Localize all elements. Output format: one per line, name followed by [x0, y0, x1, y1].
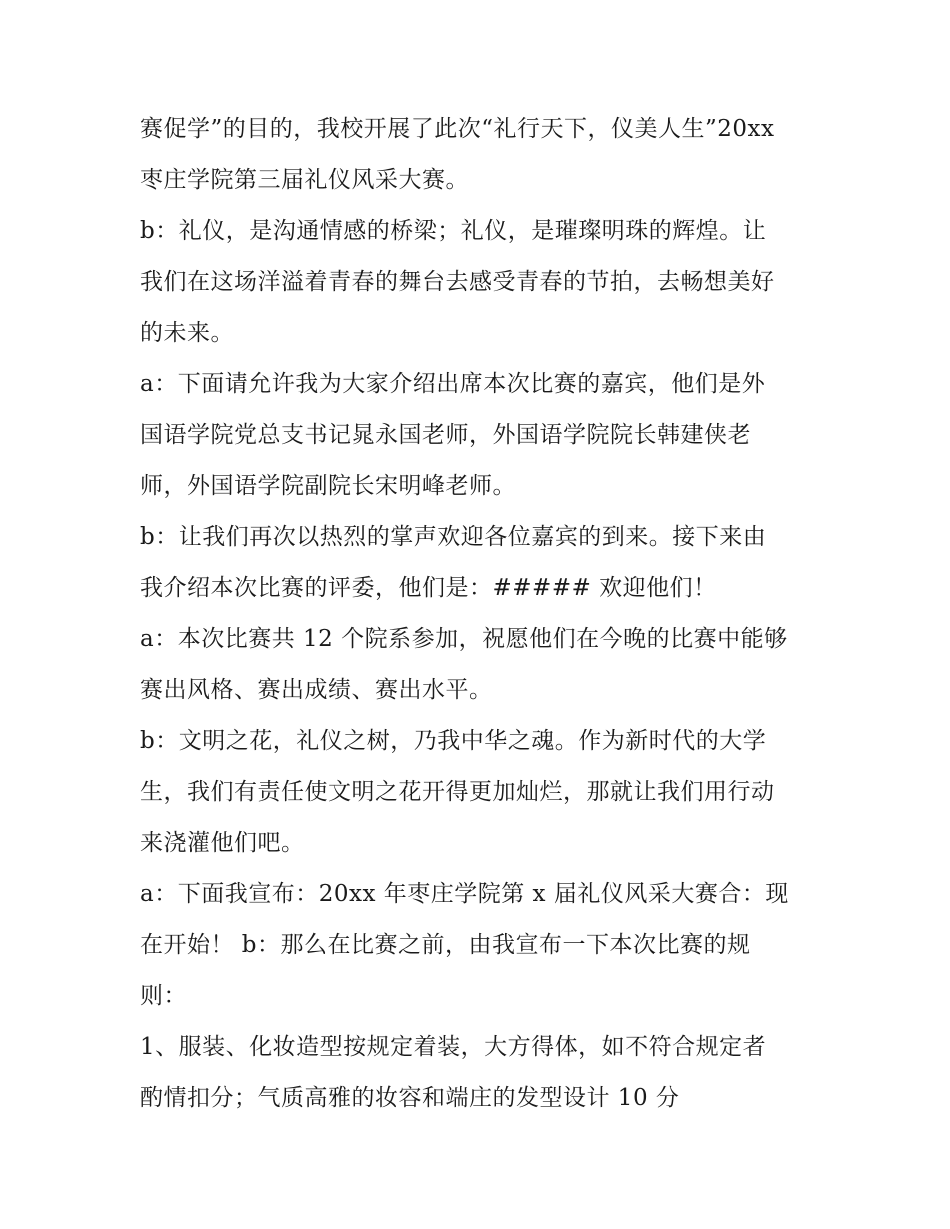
- text-line: 的未来。: [140, 320, 234, 346]
- paragraph-intro-end: [140, 104, 820, 206]
- text-line: 枣庄学院第三届礼仪风采大赛。: [140, 167, 469, 193]
- paragraph-host-a-departments: [140, 614, 820, 716]
- text-line: 国语学院党总支书记晁永国老师，外国语学院院长韩建侠老: [140, 422, 751, 448]
- text-line: b：文明之花，礼仪之树，乃我中华之魂。作为新时代的大学: [140, 728, 767, 754]
- text-line: b：让我们再次以热烈的掌声欢迎各位嘉宾的到来。接下来由: [140, 524, 767, 550]
- paragraph-host-b-civilization: [140, 716, 820, 869]
- paragraph-host-b-etiquette: [140, 206, 820, 359]
- text-line: b：礼仪，是沟通情感的桥梁；礼仪，是璀璨明珠的辉煌。让: [140, 218, 767, 244]
- text-line: 酌情扣分；气质高雅的妆容和端庄的发型设计 10 分: [140, 1085, 680, 1111]
- text-line: 来浇灌他们吧。: [140, 830, 305, 856]
- text-line: a：下面我宣布：20xx 年枣庄学院第 x 届礼仪风采大赛合：现: [140, 881, 789, 907]
- text-line: 师，外国语学院副院长宋明峰老师。: [140, 473, 516, 499]
- paragraph-host-a-announce: [140, 869, 820, 1022]
- text-line: a：下面请允许我为大家介绍出席本次比赛的嘉宾，他们是外: [140, 371, 766, 397]
- text-line: 生，我们有责任使文明之花开得更加灿烂，那就让我们用行动: [140, 779, 775, 805]
- text-line: a：本次比赛共 12 个院系参加，祝愿他们在今晚的比赛中能够: [140, 626, 788, 652]
- document-body: [140, 104, 820, 1124]
- text-line: 我们在这场洋溢着青春的舞台去感受青春的节拍，去畅想美好: [140, 269, 775, 295]
- text-line: 在开始！ b：那么在比赛之前，由我宣布一下本次比赛的规: [140, 932, 751, 958]
- text-line: 1、服装、化妆造型按规定着装，大方得体，如不符合规定者: [140, 1034, 767, 1060]
- paragraph-host-a-guests: [140, 359, 820, 512]
- text-line: 赛出风格、赛出成绩、赛出水平。: [140, 677, 493, 703]
- text-line: 则：: [140, 983, 187, 1009]
- paragraph-host-b-judges: [140, 512, 820, 614]
- text-line: 赛促学”的目的，我校开展了此次“礼行天下，仪美人生”20xx: [140, 116, 775, 142]
- text-line: 我介绍本次比赛的评委，他们是：##### 欢迎他们！: [140, 575, 717, 601]
- paragraph-rule-1: [140, 1022, 820, 1124]
